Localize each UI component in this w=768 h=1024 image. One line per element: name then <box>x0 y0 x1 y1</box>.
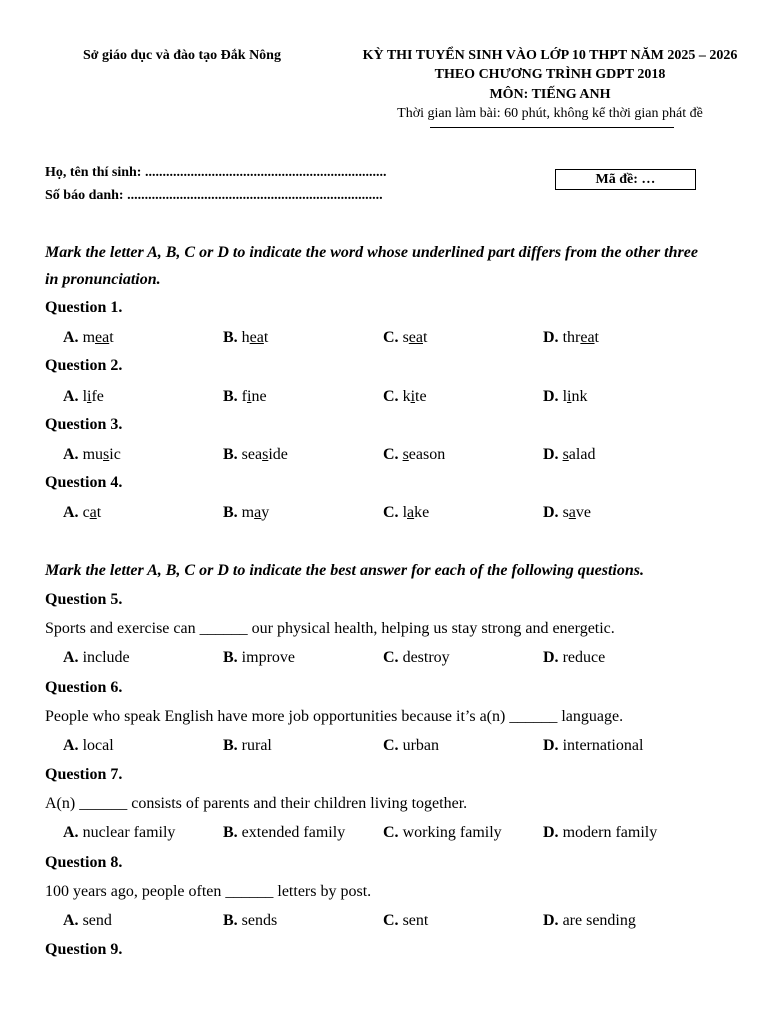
option-a[interactable]: A. include <box>63 649 130 666</box>
option-a[interactable]: A. music <box>63 446 121 463</box>
option-b[interactable]: B. improve <box>223 649 295 666</box>
option-b[interactable]: B. sends <box>223 912 278 929</box>
option-b[interactable]: B. may <box>223 504 270 521</box>
section2-instruction: Mark the letter A, B, C or D to indicate the best answer for each of the following questions. <box>45 562 644 579</box>
question-label: Question 5. <box>45 591 123 608</box>
exam-code-box <box>555 169 696 190</box>
department-name: Sở giáo dục và đào tạo Đắk Nông <box>83 48 281 63</box>
question-label: Question 8. <box>45 854 123 871</box>
header-divider <box>430 127 674 128</box>
option-d[interactable]: D. modern family <box>543 824 658 841</box>
option-b[interactable]: B. extended family <box>223 824 346 841</box>
question-label: Question 3. <box>45 416 123 433</box>
option-c[interactable]: C. destroy <box>383 649 450 666</box>
option-d[interactable]: D. international <box>543 737 644 754</box>
option-b[interactable]: B. seaside <box>223 446 288 463</box>
option-d[interactable]: D. are sending <box>543 912 636 929</box>
option-c[interactable]: C. seat <box>383 329 428 346</box>
question-label: Question 9. <box>45 941 123 958</box>
option-a[interactable]: A. life <box>63 388 104 405</box>
option-d[interactable]: D. threat <box>543 329 599 346</box>
option-d[interactable]: D. save <box>543 504 592 521</box>
option-b[interactable]: B. rural <box>223 737 272 754</box>
option-a[interactable]: A. cat <box>63 504 102 521</box>
question-stem: A(n) ______ consists of parents and their children living together. <box>45 795 468 812</box>
question-stem: 100 years ago, people often ______ letters by post. <box>45 883 372 900</box>
exam-time-note: Thời gian làm bài: 60 phút, không kể thời gian phát đề <box>397 106 703 121</box>
exam-code-label: Mã đề: … <box>595 172 656 187</box>
question-label: Question 2. <box>45 357 123 374</box>
option-c[interactable]: C. sent <box>383 912 429 929</box>
option-d[interactable]: D. reduce <box>543 649 606 666</box>
candidate-name-field: Họ, tên thí sinh: ..................................................................... <box>45 165 387 180</box>
exam-program: THEO CHƯƠNG TRÌNH GDPT 2018 <box>434 67 666 82</box>
option-a[interactable]: A. nuclear family <box>63 824 176 841</box>
question-stem: Sports and exercise can ______ our physical health, helping us stay strong and energetic. <box>45 620 615 637</box>
question-label: Question 1. <box>45 299 123 316</box>
exam-subject: MÔN: TIẾNG ANH <box>489 87 611 102</box>
option-c[interactable]: C. working family <box>383 824 502 841</box>
option-a[interactable]: A. local <box>63 737 114 754</box>
option-b[interactable]: B. heat <box>223 329 269 346</box>
section1-instruction: Mark the letter A, B, C or D to indicate the word whose underlined part differs from the other three <box>45 244 698 261</box>
option-c[interactable]: C. season <box>383 446 446 463</box>
candidate-id-field: Số báo danh: ......................................................................... <box>45 188 383 203</box>
option-a[interactable]: A. meat <box>63 329 114 346</box>
option-c[interactable]: C. urban <box>383 737 439 754</box>
option-c[interactable]: C. kite <box>383 388 427 405</box>
option-d[interactable]: D. salad <box>543 446 596 463</box>
option-a[interactable]: A. send <box>63 912 112 929</box>
question-label: Question 7. <box>45 766 123 783</box>
exam-title: KỲ THI TUYỂN SINH VÀO LỚP 10 THPT NĂM 2025 – 2026 <box>362 48 738 63</box>
option-c[interactable]: C. lake <box>383 504 430 521</box>
option-d[interactable]: D. link <box>543 388 588 405</box>
question-label: Question 4. <box>45 474 123 491</box>
section1-instruction-cont: in pronunciation. <box>45 271 161 288</box>
option-b[interactable]: B. fine <box>223 388 267 405</box>
question-stem: People who speak English have more job opportunities because it’s a(n) ______ language. <box>45 708 624 725</box>
question-label: Question 6. <box>45 679 123 696</box>
